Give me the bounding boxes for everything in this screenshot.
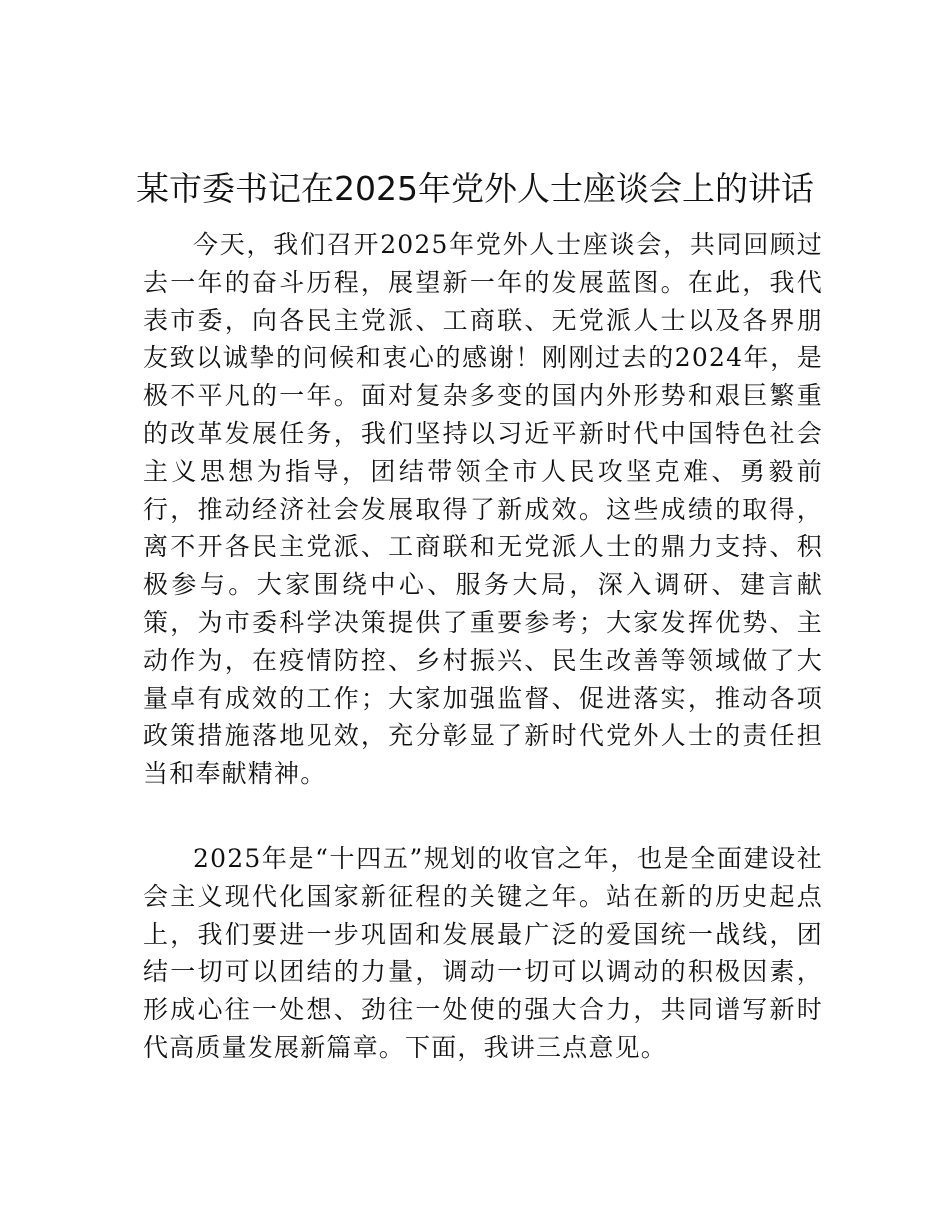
body-paragraph-1: 今天，我们召开2025年党外人士座谈会，共同回顾过去一年的奋斗历程，展望新一年的发展蓝图。在此，我代表市委，向各民主党派、工商联、无党派人士以及各界朋友致以诚挚的问候和衷心的感谢！刚刚过去的2024年，是极不平凡的一年。面对复杂多变的国内外形势和艰巨繁重的改革发展任务，我们坚持以习近平新时代中国特色社会主义思想为指导，团结带领全市人民攻坚克难、勇毅前行，推动经济社会发展取得了新成效。这些成绩的取得，离不开各民主党派、工商联和无党派人士的鼎力支持、积极参与。大家围绕中心、服务大局，深入调研、建言献策，为市委科学决策提供了重要参考；大家发挥优势、主动作为，在疫情防控、乡村振兴、民生改善等领域做了大量卓有成效的工作；大家加强监督、促进落实，推动各项政策措施落地见效，充分彰显了新时代党外人士的责任担当和奉献精神。 xyxy=(143,230,823,789)
body-paragraph-2: 2025年是“十四五”规划的收官之年，也是全面建设社会主义现代化国家新征程的关键之年。站在新的历史起点上，我们要进一步巩固和发展最广泛的爱国统一战线，团结一切可以团结的力量，调动一切可以调动的积极因素，形成心往一处想、劲往一处使的强大合力，共同谱写新时代高质量发展新篇章。下面，我讲三点意见。 xyxy=(143,844,823,1062)
document-title: 某市委书记在2025年党外人士座谈会上的讲话 xyxy=(136,169,814,208)
